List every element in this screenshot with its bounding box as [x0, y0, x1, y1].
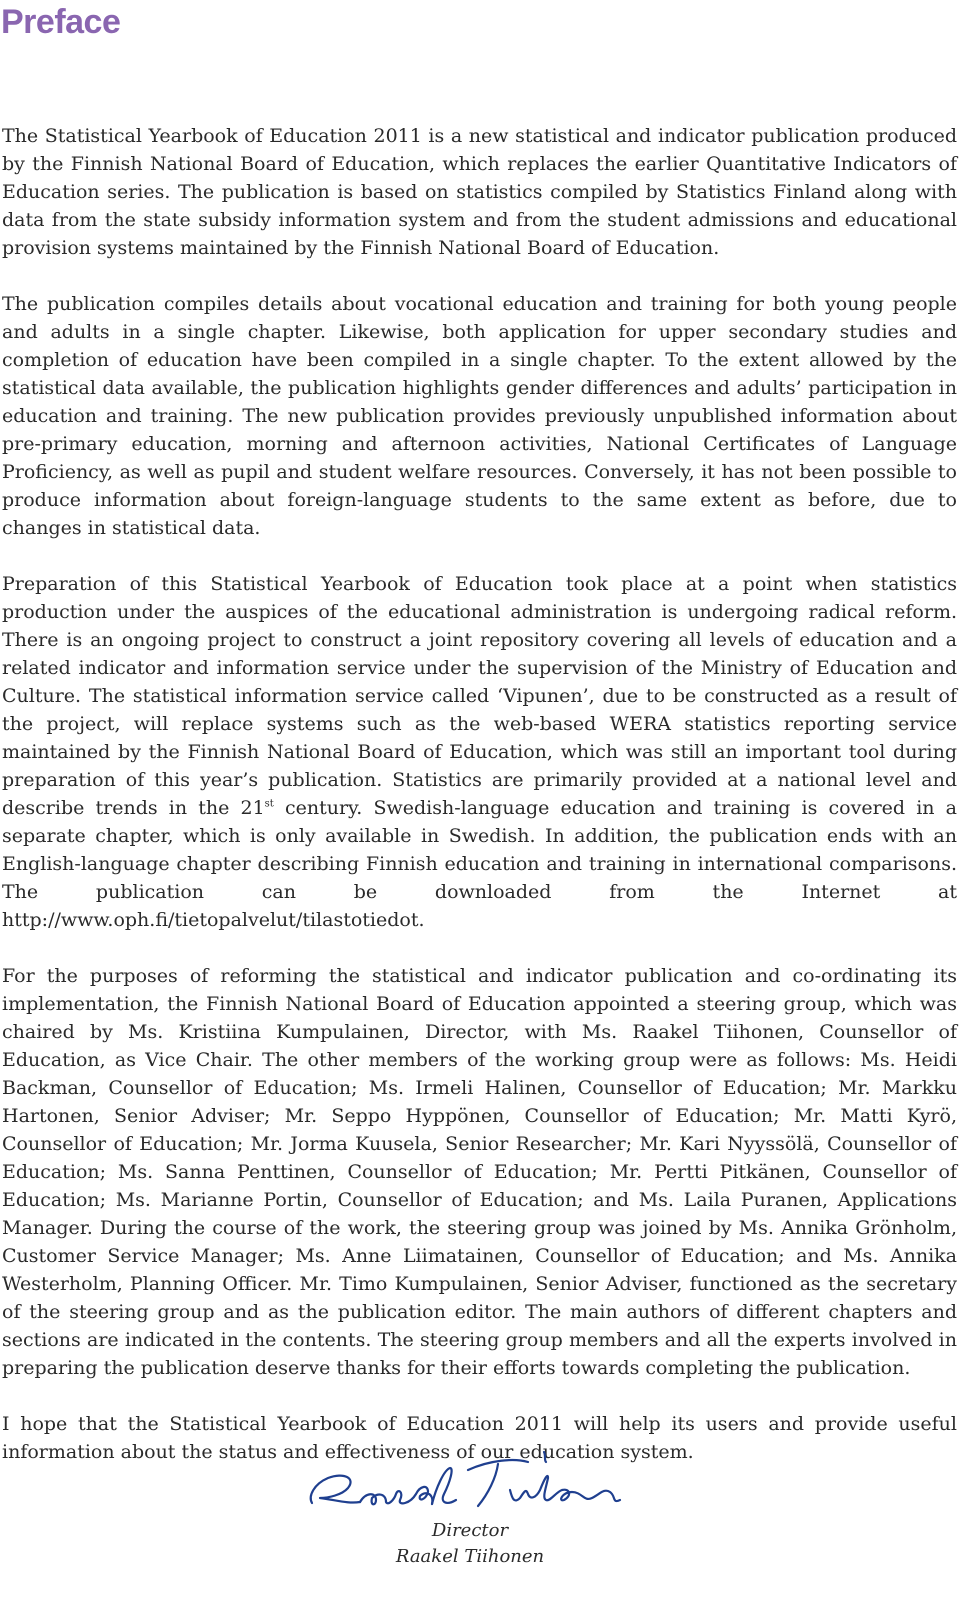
signatory-role: Director	[431, 1520, 509, 1541]
ordinal-superscript: st	[264, 798, 274, 810]
preface-body	[2, 122, 957, 1466]
paragraph-closing: I hope that the Statistical Yearbook of Education 2011 will help its users and provide useful information about the status and effectiveness of our education system.	[2, 1413, 957, 1463]
signatory-name: Raakel Tiihonen	[395, 1546, 545, 1567]
page-title: Preface	[1, 3, 121, 41]
paragraph-intro: The Statistical Yearbook of Education 2011 is a new statistical and indicator publication produced by the Finnish National Board of Education, which replaces the earlier Quantitative Indicators of Education series. The publication is based on statistics compiled by Statistics Finland along with data from the state subsidy information system and from the student admissions and educational provision systems maintained by the Finnish National Board of Education.	[2, 125, 957, 259]
paragraph-preparation	[2, 570, 957, 934]
paragraph-contents: The publication compiles details about vocational education and training for both young people and adults in a single chapter. Likewise, both application for upper secondary studies and completion of education have been compiled in a single chapter. To the extent allowed by the statistical data available, the publication highlights gender differences and adults’ participation in education and training. The new publication provides previously unpublished information about pre-primary education, morning and afternoon activities, National Certificates of Language Proficiency, as well as pupil and student welfare resources. Conversely, it has not been possible to produce information about foreign-language students to the same extent as before, due to changes in statistical data.	[2, 293, 957, 539]
paragraph-steering-group: For the purposes of reforming the statistical and indicator publication and co-ordinating its implementation, the Finnish National Board of Education appointed a steering group, which was chaired by Ms. Kristiina Kumpulainen, Director, with Ms. Raakel Tiihonen, Counsellor of Education, as Vice Chair. The other members of the working group were as follows: Ms. Heidi Backman, Counsellor of Education; Ms. Irmeli Halinen, Counsellor of Education; Mr. Markku Hartonen, Senior Adviser; Mr. Seppo Hyppönen, Counsellor of Education; Mr. Matti Kyrö, Counsellor of Education; Mr. Jorma Kuusela, Senior Researcher; Mr. Kari Nyyssölä, Counsellor of Education; Ms. Sanna Penttinen, Counsellor of Education; Mr. Pertti Pitkänen, Counsellor of Education; Ms. Marianne Portin, Counsellor of Education; and Ms. Laila Puranen, Applications Manager. During the course of the work, the steering group was joined by Ms. Annika Grönholm, Customer Service Manager; Ms. Anne Liimatainen, Counsellor of Education; and Ms. Annika Westerholm, Planning Officer. Mr. Timo Kumpulainen, Senior Adviser, functioned as the secretary of the steering group and as the publication editor. The main authors of different chapters and sections are indicated in the contents. The steering group members and all the experts involved in preparing the publication deserve thanks for their efforts towards completing the publication.	[2, 965, 957, 1379]
paragraph-preparation-part-1: Preparation of this Statistical Yearbook of Education took place at a point when statistics production under the auspices of the educational administration is undergoing radical reform. There is an ongoing project to construct a joint repository covering all levels of education and a related indicator and information service under the supervision of the Ministry of Education and Culture. The statistical information service called ‘Vipunen’, due to be constructed as a result of the project, will replace systems such as the web-based WERA statistics reporting service maintained by the Finnish National Board of Education, which was still an important tool during preparation of this year’s publication. Statistics are primarily provided at a national level and describe trends in the 21	[2, 573, 957, 819]
paragraph-preparation-part-2: century. Swedish-language education and training is covered in a separate chapter, which is only available in Swedish. In addition, the publication ends with an English-language chapter describing Finnish education and training in international comparisons. The publication can be downloaded from the Internet at http://www.oph.fi/tietopalvelut/tilastotiedot.	[2, 797, 957, 931]
handwritten-signature	[300, 1448, 640, 1524]
